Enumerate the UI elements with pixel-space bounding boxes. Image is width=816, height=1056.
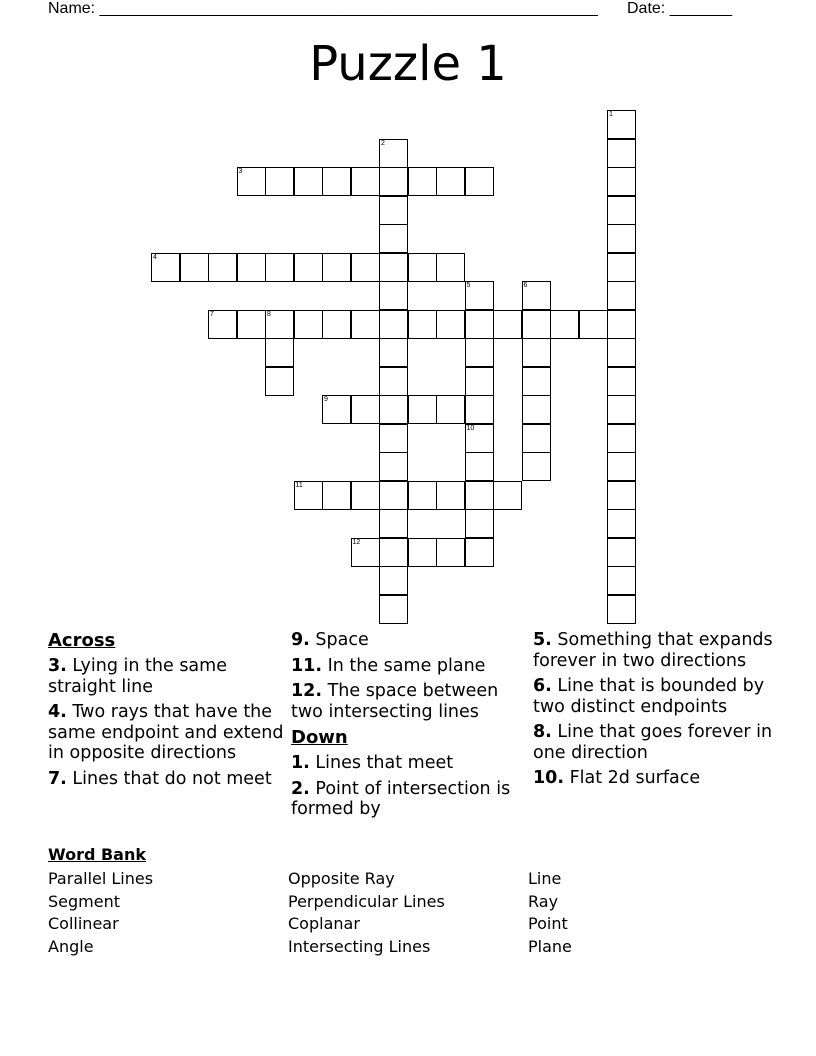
grid-cell[interactable] [607,310,636,339]
across-clue [48,769,288,790]
grid-clue-number: 9 [324,396,328,403]
grid-cell[interactable] [294,253,323,282]
grid-cell[interactable] [408,481,437,510]
grid-cell[interactable] [465,509,494,538]
grid-cell[interactable] [379,452,408,481]
grid-cell[interactable] [607,253,636,282]
clue-text: Line that goes forever in one direction [533,722,773,763]
grid-cell[interactable] [322,481,351,510]
grid-clue-number: 10 [466,424,475,432]
grid-cell[interactable] [522,338,551,367]
grid-clue-number: 1 [609,111,613,118]
across-clue-list-1 [48,656,288,789]
puzzle-title: Puzzle 1 [309,36,507,92]
grid-cell[interactable] [294,167,323,196]
across-clue [48,702,288,764]
grid-cell[interactable] [351,167,380,196]
grid-clue-number: 4 [153,253,157,261]
grid-cell[interactable] [465,338,494,367]
across-clue [291,630,531,651]
grid-cell[interactable] [607,167,636,196]
grid-cell[interactable] [351,310,380,339]
grid-cell[interactable] [465,367,494,396]
grid-cell[interactable] [607,481,636,510]
clue-text: Lines that do not meet [66,768,272,789]
grid-cell[interactable] [379,367,408,396]
grid-cell[interactable] [408,538,437,567]
grid-cell[interactable] [237,253,266,282]
clue-text: Flat 2d surface [564,768,701,788]
grid-cell[interactable] [436,310,465,339]
across-clue [48,656,288,697]
clue-number: 10. [533,768,565,788]
down-clue [291,779,531,820]
down-clue [533,722,773,763]
clue-text: In the same plane [322,655,486,676]
clues-column-3 [533,630,773,794]
across-clue [291,681,531,722]
word-bank-column-1 [48,868,153,958]
down-heading: Down [291,727,348,748]
clues-column-1 [48,630,288,794]
down-clue [533,768,773,789]
grid-cell[interactable] [579,310,608,339]
grid-cell[interactable] [379,481,408,510]
clue-number: 4. [48,702,67,722]
grid-cell[interactable] [607,424,636,453]
word-bank-item: Segment [48,891,120,911]
grid-cell[interactable] [351,253,380,282]
grid-clue-number: 7 [210,310,214,318]
grid-cell[interactable] [379,224,408,253]
grid-cell[interactable] [379,310,408,339]
clue-number: 5. [533,630,552,650]
grid-cell[interactable] [436,538,465,567]
grid-cell[interactable] [237,310,266,339]
word-bank-item: Perpendicular Lines [288,891,445,911]
grid-cell[interactable] [322,310,351,339]
grid-cell[interactable] [436,395,465,424]
word-bank-item: Parallel Lines [48,869,154,888]
word-bank-item: Ray [528,891,559,911]
across-heading: Across [48,630,116,651]
grid-cell[interactable] [265,367,294,396]
grid-cell[interactable] [607,367,636,396]
grid-cell[interactable] [265,167,294,196]
grid-cell[interactable] [607,452,636,481]
grid-cell[interactable] [379,167,408,196]
grid-cell[interactable] [522,395,551,424]
clues-column-2 [291,630,531,825]
grid-cell[interactable] [493,481,522,510]
clue-number: 12. [291,681,323,701]
grid-cell[interactable] [322,253,351,282]
across-clue-list-2 [291,630,531,722]
grid-cell[interactable] [436,481,465,510]
grid-cell[interactable] [351,481,380,510]
clue-number: 6. [533,676,552,696]
word-bank-item: Angle [48,936,94,956]
grid-cell[interactable] [607,224,636,253]
grid-cell[interactable] [436,167,465,196]
grid-cell[interactable] [379,338,408,367]
grid-cell[interactable] [379,424,408,453]
clue-text: Lines that meet [309,753,454,773]
grid-cell[interactable] [265,338,294,367]
down-clue-list-1 [291,753,531,820]
word-bank-item: Opposite Ray [288,869,395,888]
grid-cell[interactable] [493,310,522,339]
clue-text: Space [309,630,369,650]
clue-number: 1. [291,753,310,773]
clue-text: Something that expands forever in two directions [533,630,773,671]
down-clue [533,630,773,671]
grid-cell[interactable] [522,424,551,453]
grid-cell[interactable] [322,167,351,196]
down-clue [533,676,773,717]
grid-cell[interactable] [522,367,551,396]
grid-cell[interactable] [408,395,437,424]
grid-cell[interactable] [351,395,380,424]
date-field-label: Date: _______ [627,0,732,17]
grid-cell[interactable] [379,566,408,595]
clue-number: 7. [48,768,67,789]
grid-cell[interactable] [607,509,636,538]
grid-clue-number: 6 [523,282,528,289]
down-clue [291,753,531,774]
grid-cell[interactable] [465,481,494,510]
word-bank-column-3 [528,868,572,958]
grid-cell[interactable] [408,253,437,282]
clue-number: 11. [291,655,323,676]
clue-text: Line that is bounded by two distinct endpoints [533,676,765,717]
grid-cell[interactable] [379,281,408,310]
across-clue [291,656,531,677]
word-bank-item: Point [528,914,568,934]
grid-clue-number: 12 [352,538,361,546]
clue-number: 8. [533,722,552,742]
word-bank-item: Intersecting Lines [288,936,431,956]
grid-cell[interactable] [294,310,323,339]
grid-cell[interactable] [607,139,636,168]
word-bank-heading: Word Bank [48,845,147,864]
grid-cell[interactable] [379,509,408,538]
grid-cell[interactable] [465,452,494,481]
grid-cell[interactable] [265,253,294,282]
grid-cell[interactable] [379,395,408,424]
grid-cell[interactable] [379,595,408,624]
clue-text: The space between two intersecting lines [291,681,499,722]
down-clue-list-2 [533,630,773,789]
clue-text: Two rays that have the same endpoint and extend in opposite directions [48,702,284,763]
grid-cell[interactable] [180,253,209,282]
clue-number: 2. [291,778,310,799]
grid-cell[interactable] [465,395,494,424]
grid-cell[interactable] [379,253,408,282]
grid-cell[interactable] [550,310,579,339]
name-field-label: Name: ________________________________________________________ [48,0,598,17]
grid-clue-number: 2 [381,139,385,147]
grid-cell[interactable] [379,538,408,567]
grid-cell[interactable] [522,452,551,481]
word-bank-item: Collinear [48,914,119,934]
grid-clue-number: 8 [267,310,271,318]
grid-cell[interactable] [607,281,636,310]
grid-cell[interactable] [522,310,551,339]
grid-cell[interactable] [607,595,636,624]
grid-cell[interactable] [465,538,494,567]
grid-cell[interactable] [607,538,636,567]
clue-text: Lying in the same straight line [48,656,227,697]
grid-cell[interactable] [607,338,636,367]
grid-clue-number: 3 [238,168,243,175]
grid-cell[interactable] [379,196,408,225]
word-bank-item: Coplanar [288,914,360,934]
grid-cell[interactable] [607,395,636,424]
grid-cell[interactable] [607,566,636,595]
word-bank-item: Plane [528,936,572,956]
grid-cell[interactable] [208,253,237,282]
clue-number: 9. [291,630,310,650]
word-bank-item: Line [528,869,562,888]
word-bank-column-2 [288,868,445,958]
grid-clue-number: 5 [466,282,471,289]
grid-clue-number: 11 [295,481,303,489]
clue-text: Point of intersection is formed by [291,778,511,819]
grid-cell[interactable] [465,167,494,196]
clue-number: 3. [48,656,67,676]
grid-cell[interactable] [607,196,636,225]
grid-cell[interactable] [436,253,465,282]
grid-cell[interactable] [465,310,494,339]
grid-cell[interactable] [408,310,437,339]
grid-cell[interactable] [408,167,437,196]
